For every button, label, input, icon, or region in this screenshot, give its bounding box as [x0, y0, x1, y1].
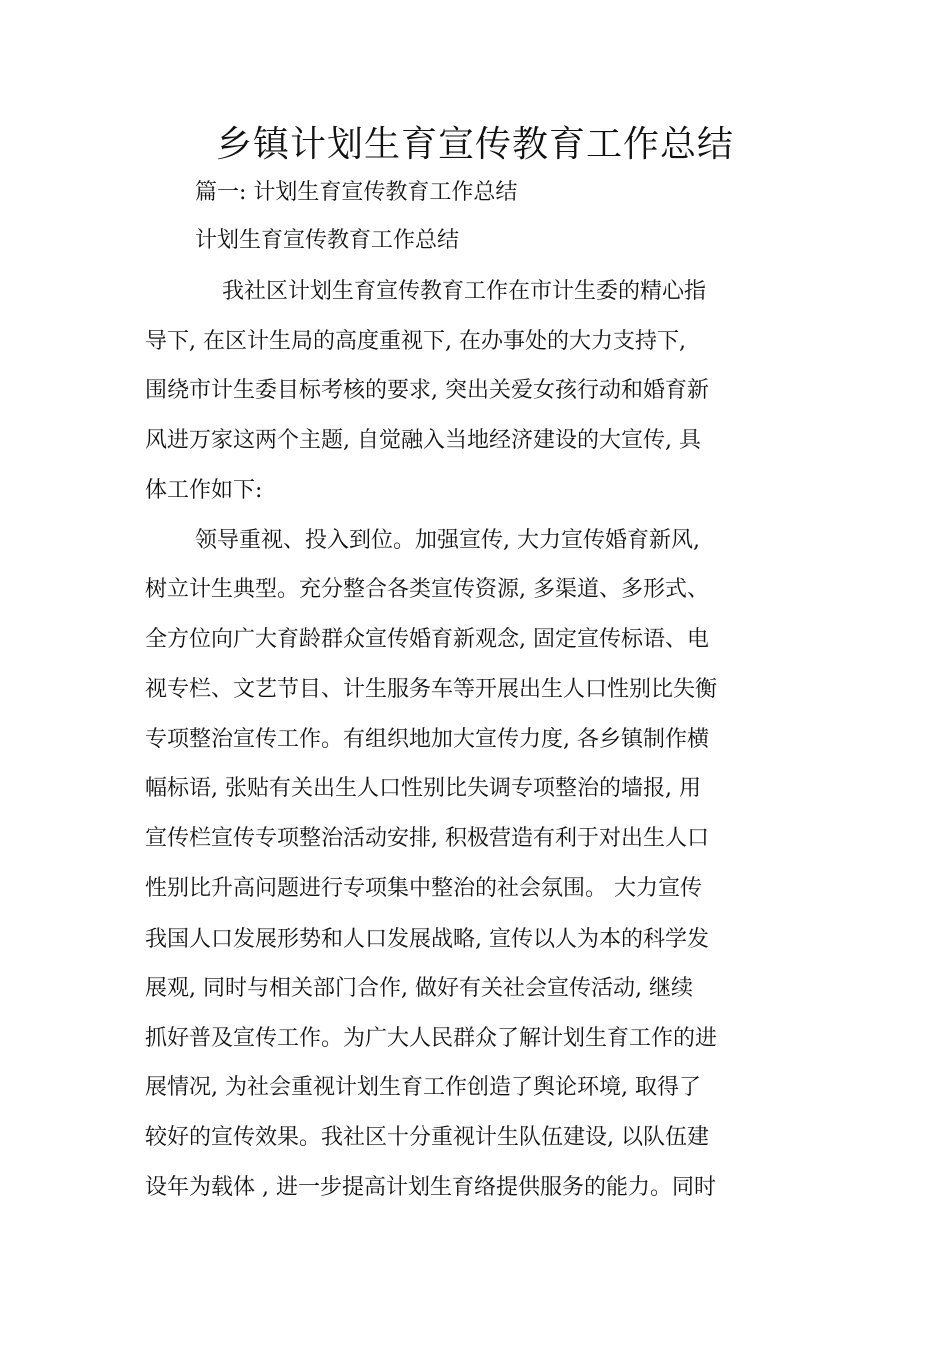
body-line-7: 树立计生典型。充分整合各类宣传资源, 多渠道、多形式、	[145, 577, 709, 602]
body-line-18: 较好的宣传效果。我社区十分重视计生队伍建设, 以队伍建	[145, 1125, 709, 1150]
body-line-17: 展情况, 为社会重视计划生育工作创造了舆论环境, 取得了	[145, 1075, 701, 1100]
body-line-3: 围绕市计生委目标考核的要求, 突出关爱女孩行动和婚育新	[145, 378, 709, 403]
body-line-13: 性别比升高问题进行专项集中整治的社会氛围。 大力宣传	[145, 876, 702, 901]
body-line-12: 宣传栏宣传专项整治活动安排, 积极营造有利于对出生人口	[145, 826, 709, 851]
body-line-19: 设年为载体 , 进一步提高计划生育络提供服务的能力。同时	[145, 1175, 716, 1200]
body-line-10: 专项整治宣传工作。有组织地加大宣传力度, 各乡镇制作横	[145, 727, 709, 752]
body-line-15: 展观, 同时与相关部门合作, 做好有关社会宣传活动, 继续	[145, 976, 693, 1001]
body-line-8: 全方位向广大育龄群众宣传婚育新观念, 固定宣传标语、电	[145, 627, 709, 652]
article-title: 计划生育宣传教育工作总结	[195, 228, 460, 253]
document-title: 乡镇计划生育宣传教育工作总结	[215, 124, 734, 165]
body-line-11: 幅标语, 张贴有关出生人口性别比失调专项整治的墙报, 用	[145, 776, 701, 801]
body-line-1: 我社区计划生育宣传教育工作在市计生委的精心指	[222, 279, 707, 304]
body-line-2: 导下, 在区计生局的高度重视下, 在办事处的大力支持下,	[145, 329, 686, 354]
body-line-5: 体工作如下:	[145, 478, 263, 503]
body-line-6: 领导重视、投入到位。加强宣传, 大力宣传婚育新风,	[195, 528, 700, 553]
body-line-4: 风进万家这两个主题, 自觉融入当地经济建设的大宣传, 具	[145, 428, 701, 453]
body-line-16: 抓好普及宣传工作。为广大人民群众了解计划生育工作的进	[145, 1026, 718, 1051]
section-heading: 篇一: 计划生育宣传教育工作总结	[195, 180, 518, 205]
body-line-9: 视专栏、文艺节目、计生服务车等开展出生人口性别比失衡	[145, 677, 718, 702]
body-line-14: 我国人口发展形势和人口发展战略, 宣传以人为本的科学发	[145, 927, 709, 952]
